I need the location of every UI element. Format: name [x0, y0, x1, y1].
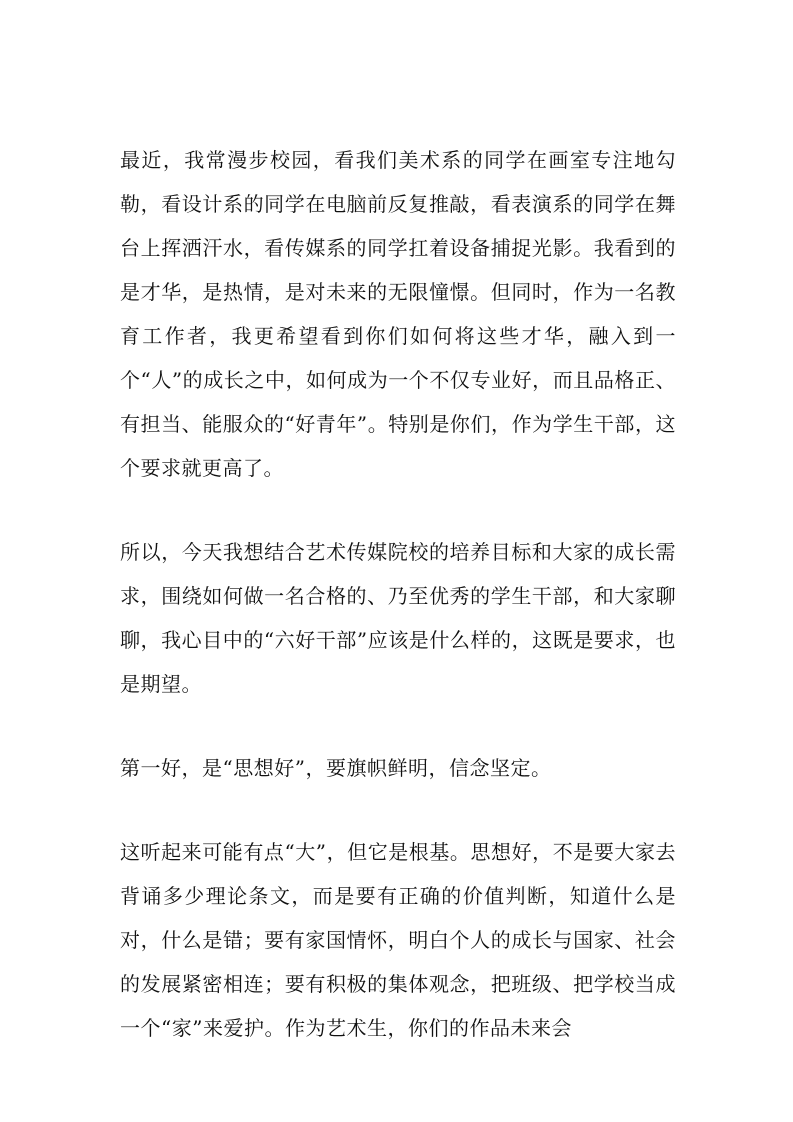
paragraph-gap — [120, 706, 676, 746]
paragraph-gap — [120, 790, 676, 830]
paragraph-gap — [120, 490, 676, 530]
paragraph-purpose: 所以，今天我想结合艺术传媒院校的培养目标和大家的成长需求，围绕如何做一名合格的、乃至优秀的学生干部，和大家聊聊，我心目中的“六好干部”应该是什么样的，这既是要求，也是期望。 — [120, 540, 676, 696]
paragraph-heading-first-good: 第一好，是“思想好”，要旗帜鲜明，信念坚定。 — [120, 756, 552, 780]
paragraph-intro: 最近，我常漫步校园，看我们美术系的同学在画室专注地勾勒，看设计系的同学在电脑前反复推敲，看表演系的同学在舞台上挥洒汗水，看传媒系的同学扛着设备捕捉光影。我看到的是才华，是热情，是对未来的无限憧憬。但同时，作为一名教育工作者，我更希望看到你们如何将这些才华，融入到一个“人”的成长之中，如何成为一个不仅专业好，而且品格正、有担当、能服众的“好青年”。特别是你们，作为学生干部，这个要求就更高了。 — [120, 148, 676, 480]
document-body — [120, 138, 676, 1050]
paragraph-explanation: 这听起来可能有点“大”，但它是根基。思想好，不是要大家去背诵多少理论条文，而是要有正确的价值判断，知道什么是对，什么是错；要有家国情怀，明白个人的成长与国家、社会的发展紧密相连；要有积极的集体观念，把班级、把学校当成一个“家”来爱护。作为艺术生，你们的作品未来会 — [120, 840, 676, 1040]
